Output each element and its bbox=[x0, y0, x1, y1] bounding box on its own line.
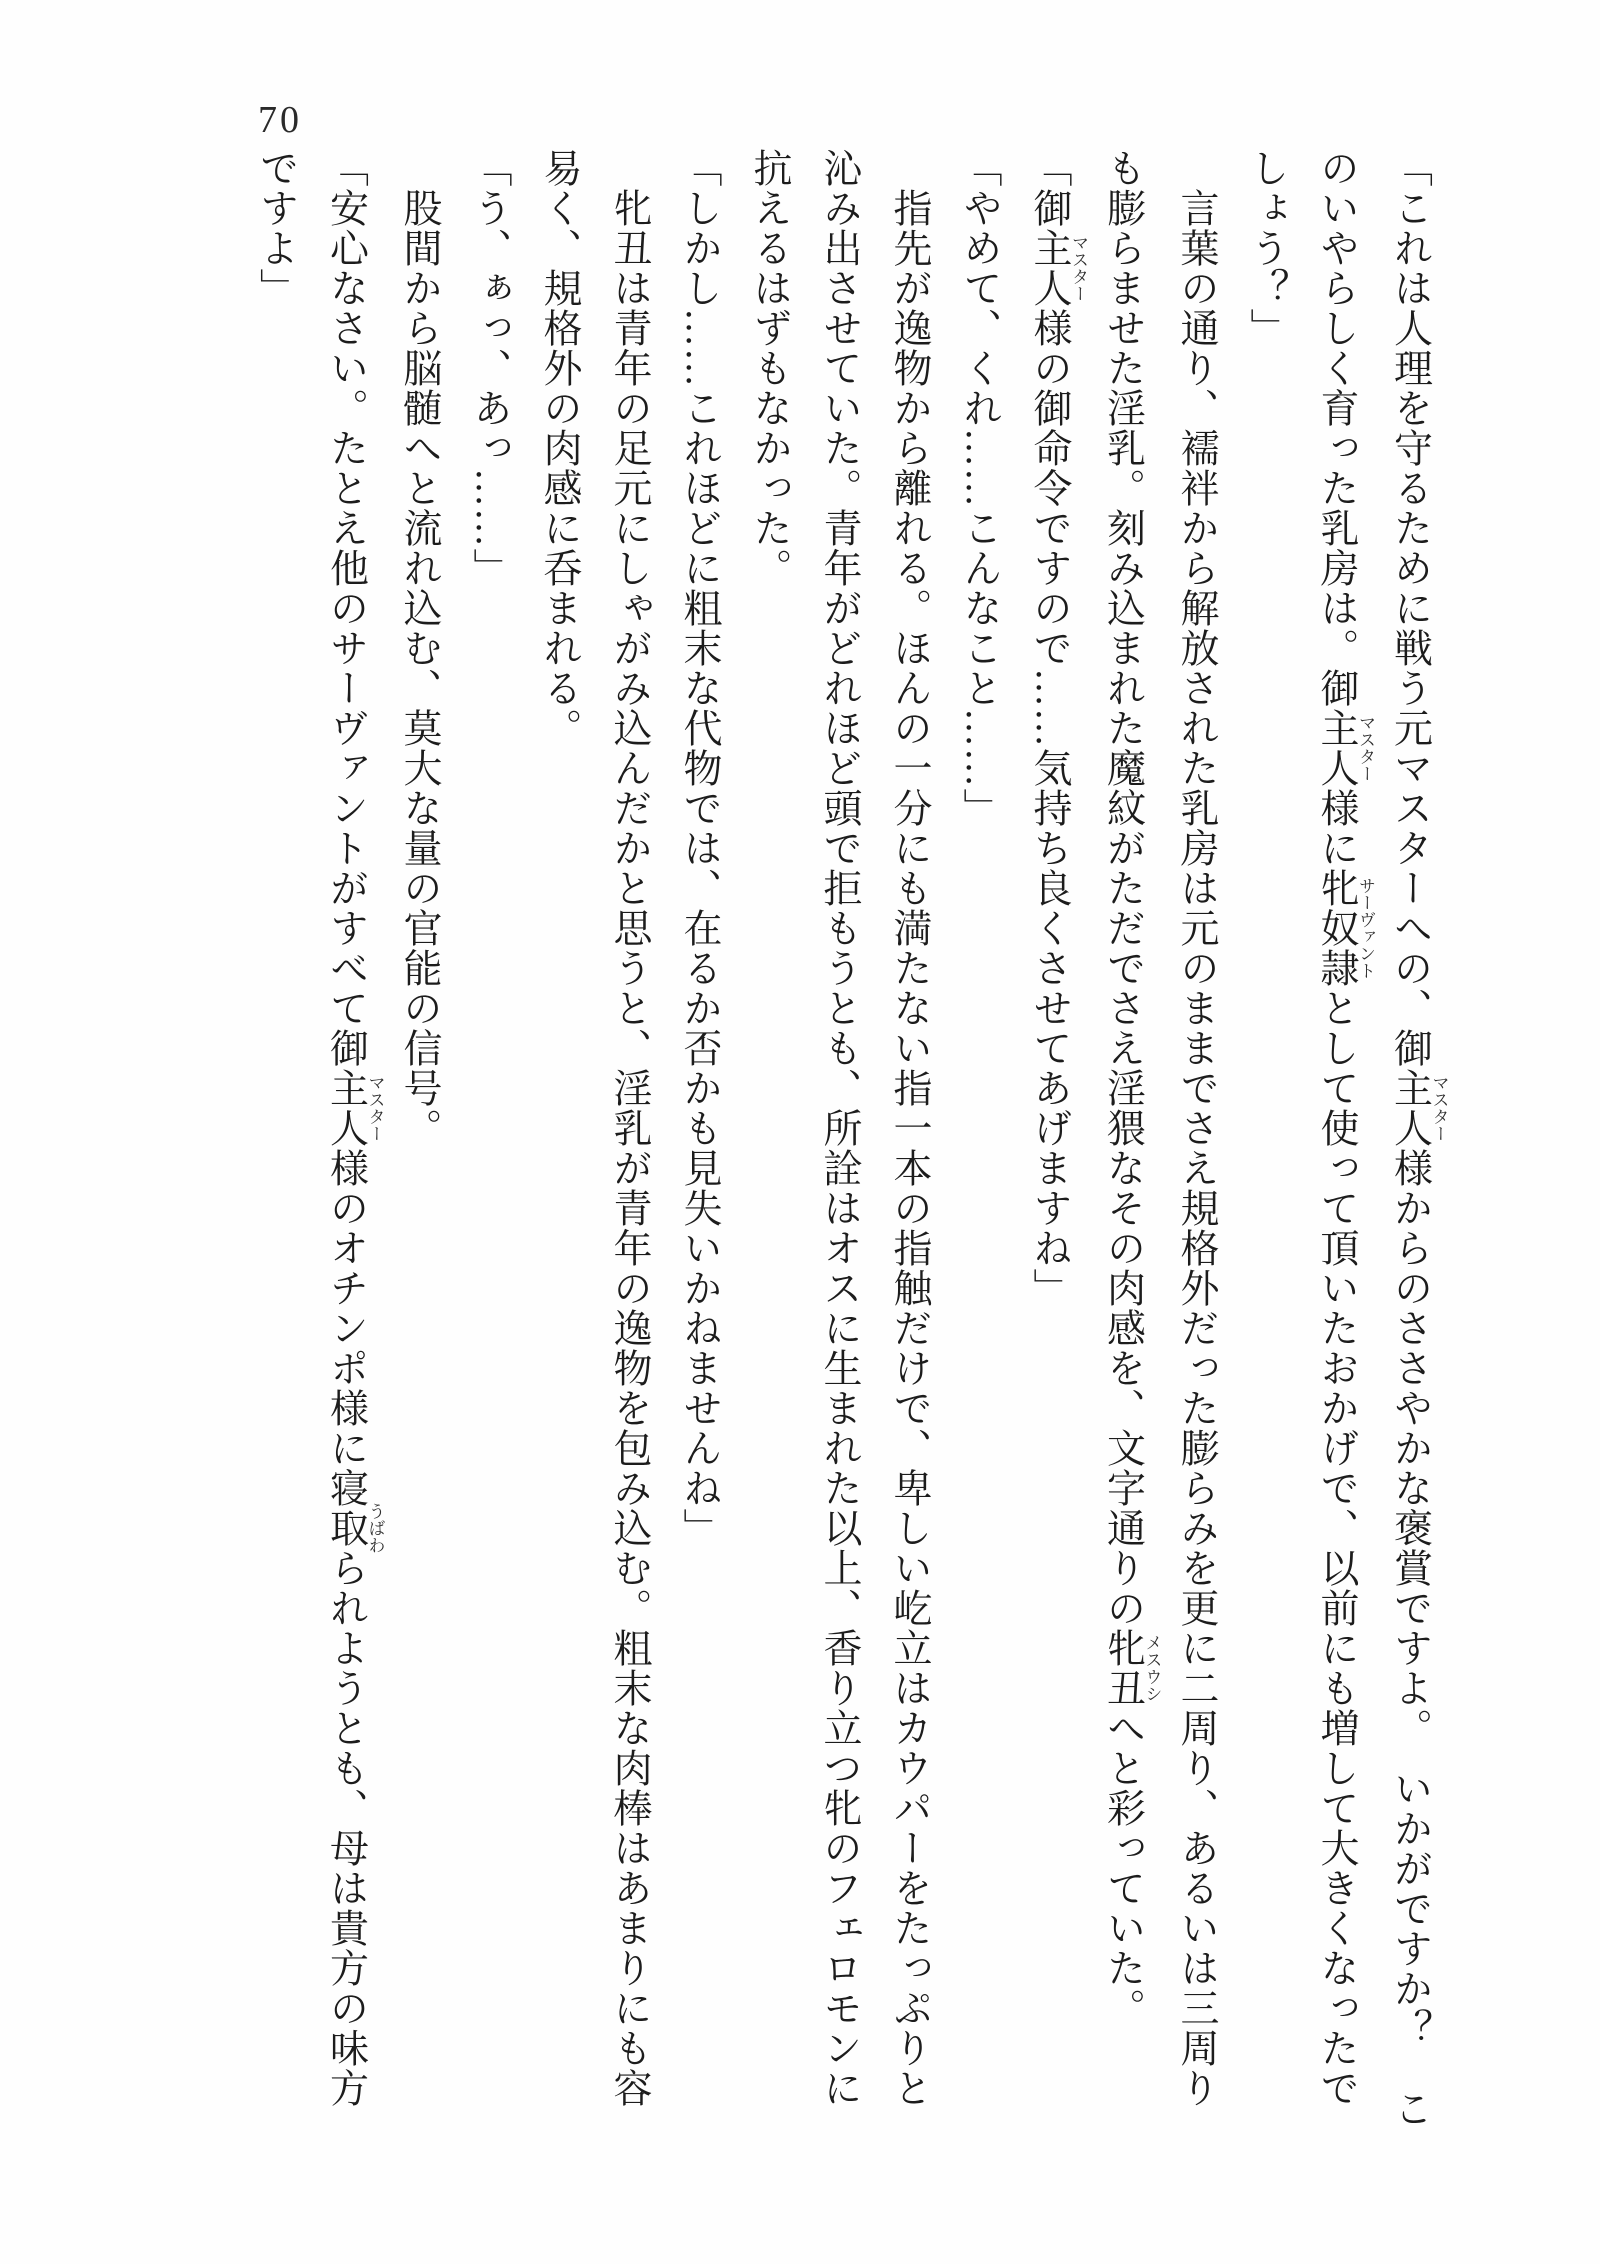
text-column: も膨らませた淫乳。刻み込まれた魔紋がただでさえ淫猥なその肉感を、文字通りの牝丑メスウシへと彩っていた。 bbox=[1101, 148, 1162, 2028]
text-column: 沁み出させていた。青年がどれほど頭で拒もうとも、所詮はオスに生まれた以上、香り立つ牝のフェロモンに bbox=[818, 148, 861, 2108]
text-column: のいやらしく育った乳房は。御主人様マスターに牝奴隷サーヴァントとして使って頂いたおかげで、以前にも増して大きくなったで bbox=[1315, 148, 1375, 2108]
page-number: 70 bbox=[258, 99, 302, 141]
furigana-ruby: 牝奴隷サーヴァント bbox=[1315, 868, 1375, 988]
text-column: 易く、規格外の肉感に呑まれる。 bbox=[538, 148, 581, 748]
furigana-ruby: 御主人様マスター bbox=[1315, 668, 1375, 828]
furigana-ruby: 御主人様マスター bbox=[1388, 1028, 1449, 1188]
furigana-ruby: 御主人様マスター bbox=[324, 1028, 385, 1188]
text-column: 「安心なさい。たとえ他のサーヴァントがすべて御主人様マスターのオチンポ様に寝取らうばわれようとも、母は貴方の味方 bbox=[324, 148, 385, 2108]
furigana-ruby: 牝丑メスウシ bbox=[1101, 1628, 1162, 1708]
text-column: 「う、ぁっ、あっ……」 bbox=[468, 148, 511, 588]
text-column: 「御主人様マスターの御命令ですので……気持ち良くさせてあげますね」 bbox=[1028, 148, 1088, 1308]
text-column: 股間から脳髄へと流れ込む、莫大な量の官能の信号。 bbox=[398, 148, 441, 1148]
text-column: 指先が逸物から離れる。ほんの一分にも満たない指一本の指触だけで、卑しい屹立はカウパーをたっぷりと bbox=[888, 148, 931, 2108]
text-column: 言葉の通り、襦袢から解放された乳房は元のままでさえ規格外だった膨らみを更に二周り、あるいは三周り bbox=[1175, 148, 1218, 2108]
furigana-ruby: 御主人様マスター bbox=[1028, 188, 1088, 348]
text-column: 抗えるはずもなかった。 bbox=[748, 148, 791, 588]
furigana-ruby: 寝取らうばわ bbox=[324, 1468, 385, 1588]
vertical-text-block bbox=[241, 148, 1449, 2223]
text-column: 「これは人理を守るために戦う元マスターへの、御主人様マスターからのささやかな褒賞ですよ。 いかがですか？ こ bbox=[1388, 148, 1449, 2129]
text-column: しょう？」 bbox=[1245, 148, 1288, 348]
text-column: 牝丑は青年の足元にしゃがみ込んだかと思うと、淫乳が青年の逸物を包み込む。粗末な肉棒はあまりにも容 bbox=[608, 148, 651, 2108]
text-column: 「やめて、くれ……こんなこと……」 bbox=[958, 148, 1001, 828]
text-column: ですよ」 bbox=[254, 148, 298, 308]
text-column: 「しかし……これほどに粗末な代物では、在るか否かも見失いかねませんね」 bbox=[678, 148, 721, 1548]
